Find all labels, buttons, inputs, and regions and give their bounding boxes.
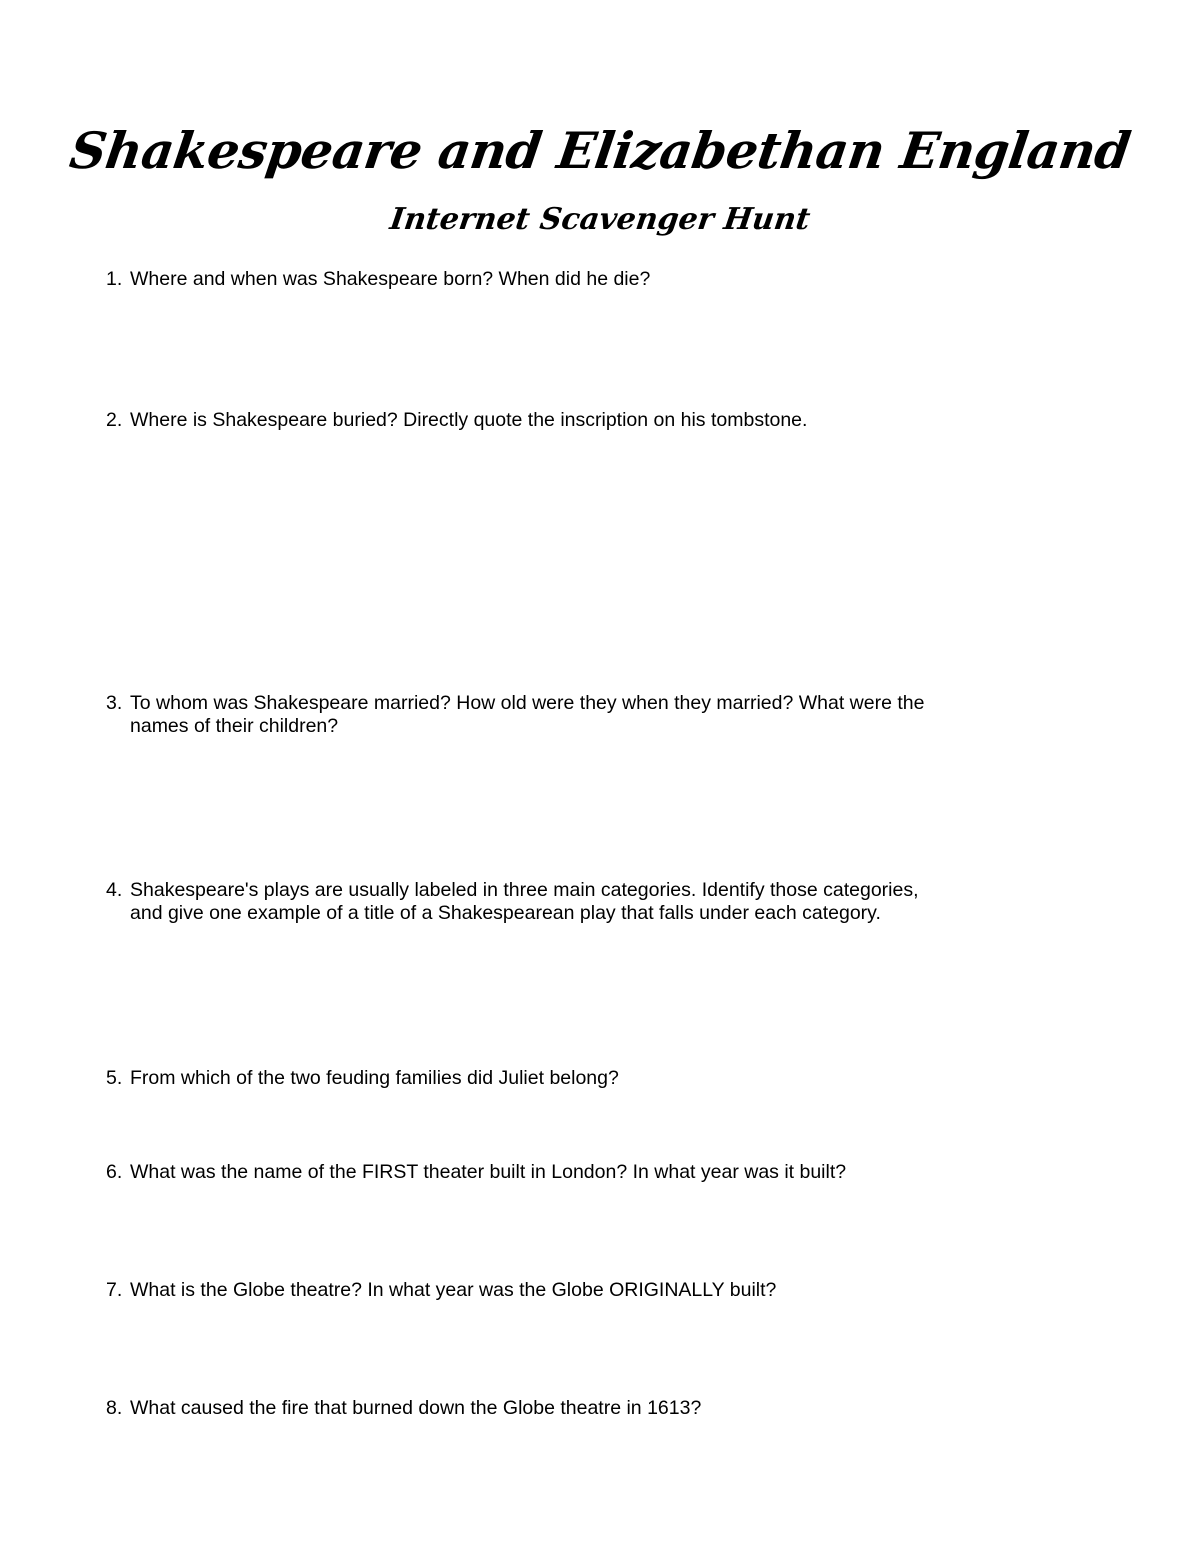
- question-4: [106, 879, 1056, 925]
- question-5: [106, 1067, 1056, 1090]
- question-number: 5.: [106, 1067, 123, 1089]
- question-text: Shakespeare's plays are usually labeled in three main categories. Identify those categories, and give one example of a title of a Shakespearean play that falls under each category.: [130, 879, 919, 924]
- page-subtitle: Internet Scavenger Hunt: [387, 202, 813, 237]
- question-2: [106, 409, 1056, 432]
- question-text: What is the Globe theatre? In what year was the Globe ORIGINALLY built?: [130, 1279, 777, 1301]
- question-1: [106, 268, 1056, 291]
- question-number: 6.: [106, 1161, 123, 1183]
- question-text: Where is Shakespeare buried? Directly quote the inscription on his tombstone.: [130, 409, 808, 431]
- question-text: To whom was Shakespeare married? How old were they when they married? What were the names of their children?: [130, 692, 925, 737]
- question-8: [106, 1397, 1056, 1420]
- question-number: 2.: [106, 409, 123, 431]
- page-title: Shakespeare and Elizabethan England: [66, 121, 1134, 180]
- question-number: 3.: [106, 692, 123, 714]
- question-number: 4.: [106, 879, 123, 901]
- question-text: What caused the fire that burned down the Globe theatre in 1613?: [130, 1397, 702, 1419]
- question-number: 1.: [106, 268, 123, 290]
- question-6: [106, 1161, 1056, 1184]
- question-text: Where and when was Shakespeare born? When did he die?: [130, 268, 651, 290]
- question-text: What was the name of the FIRST theater built in London? In what year was it built?: [130, 1161, 847, 1183]
- question-text: From which of the two feuding families did Juliet belong?: [130, 1067, 619, 1089]
- question-number: 8.: [106, 1397, 123, 1419]
- question-number: 7.: [106, 1279, 123, 1301]
- question-7: [106, 1279, 1056, 1302]
- question-3: [106, 692, 1056, 738]
